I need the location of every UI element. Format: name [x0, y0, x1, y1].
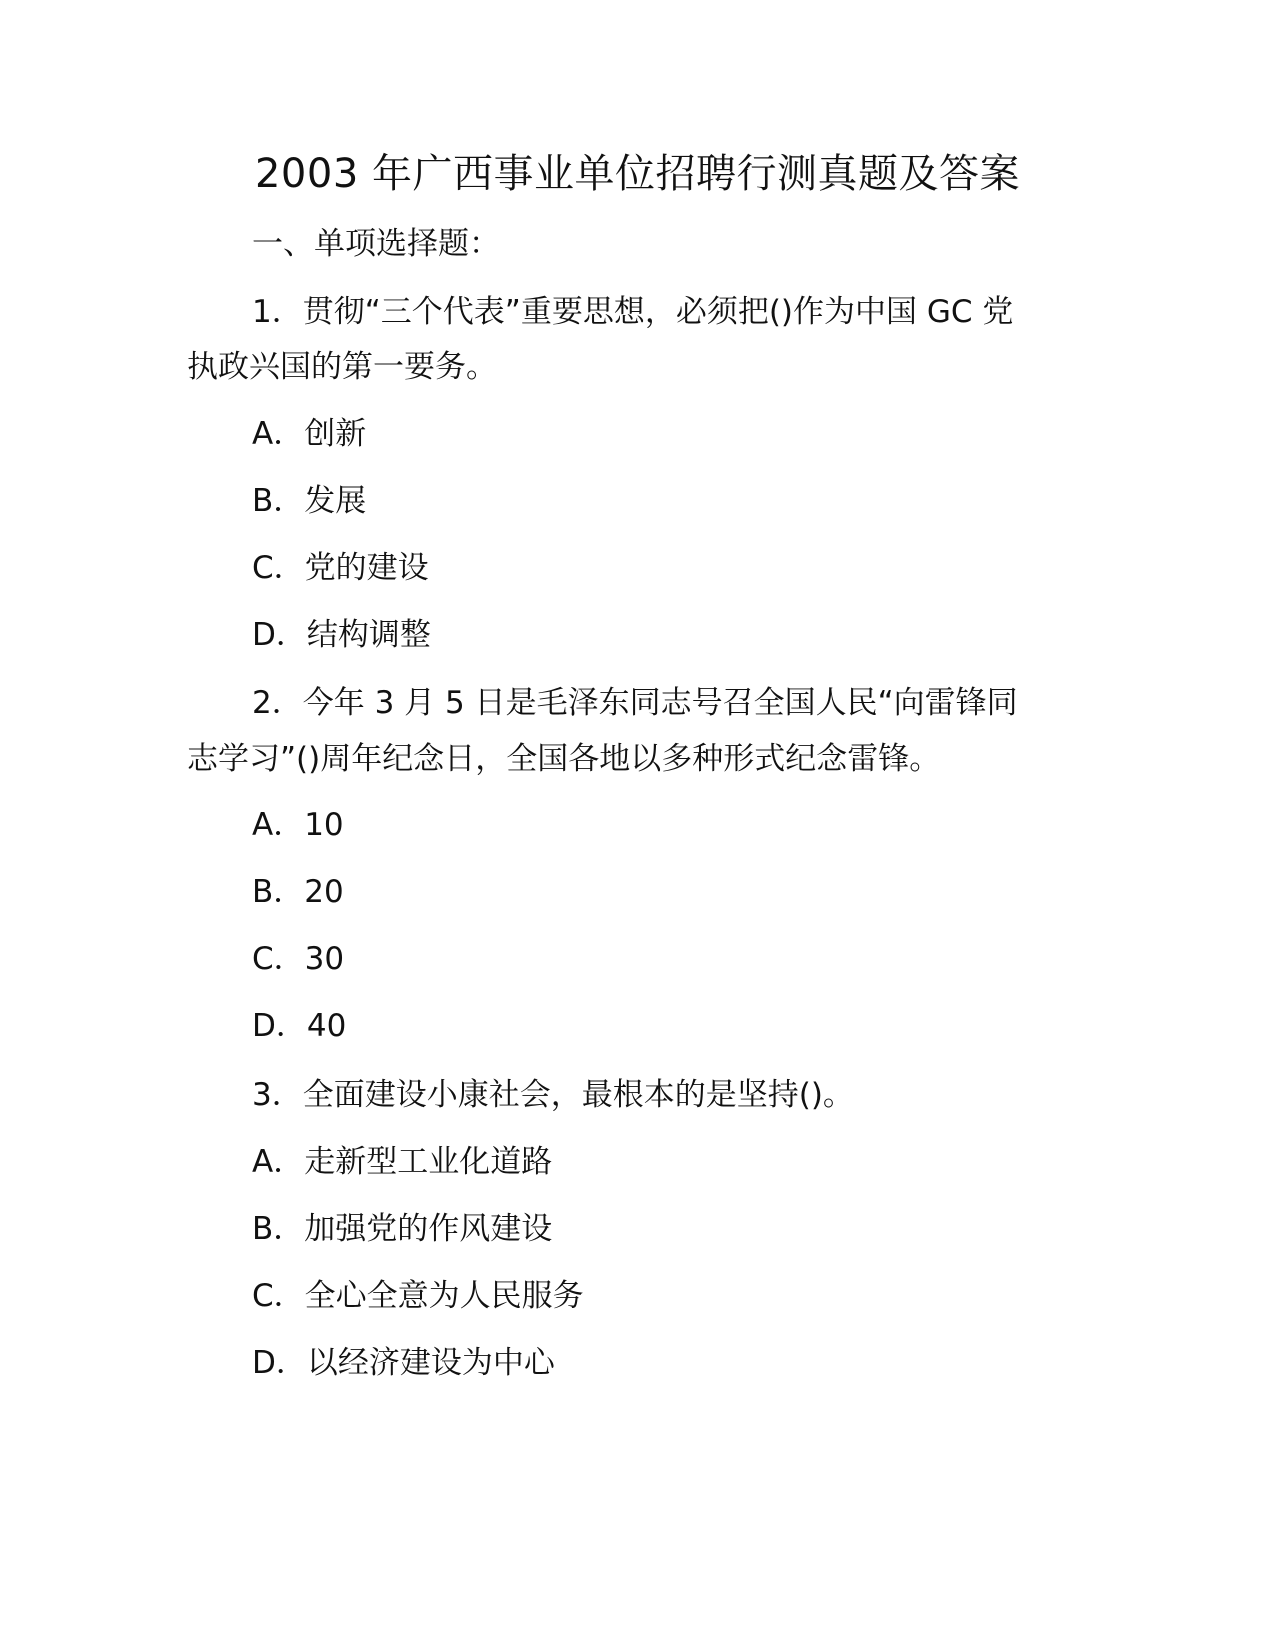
question-2-stem-line2: 志学习”()周年纪念日，全国各地以多种形式纪念雷锋。: [187, 741, 941, 777]
question-1-option-a: A．创新: [252, 416, 367, 452]
question-1-stem-line2: 执政兴国的第一要务。: [187, 349, 497, 385]
question-3-option-d: D．以经济建设为中心: [252, 1345, 555, 1381]
question-3-option-c: C．全心全意为人民服务: [252, 1278, 584, 1314]
question-2-option-a: A．10: [252, 807, 344, 843]
question-1-option-b: B．发展: [252, 483, 367, 519]
question-1-stem-line1: 1．贯彻“三个代表”重要思想，必须把()作为中国 GC 党: [252, 294, 1014, 330]
section-heading: 一、单项选择题：: [252, 226, 500, 262]
question-3-option-a: A．走新型工业化道路: [252, 1144, 553, 1180]
question-3-stem: 3．全面建设小康社会，最根本的是坚持()。: [252, 1077, 854, 1113]
question-2-option-c: C．30: [252, 941, 345, 977]
page-title: 2003 年广西事业单位招聘行测真题及答案: [254, 151, 1020, 197]
question-1-option-d: D．结构调整: [252, 617, 431, 653]
question-2-option-d: D．40: [252, 1008, 347, 1044]
question-2-option-b: B．20: [252, 874, 344, 910]
question-3-option-b: B．加强党的作风建设: [252, 1211, 553, 1247]
question-2-stem-line1: 2．今年 3 月 5 日是毛泽东同志号召全国人民“向雷锋同: [252, 685, 1018, 721]
question-1-option-c: C．党的建设: [252, 550, 429, 586]
